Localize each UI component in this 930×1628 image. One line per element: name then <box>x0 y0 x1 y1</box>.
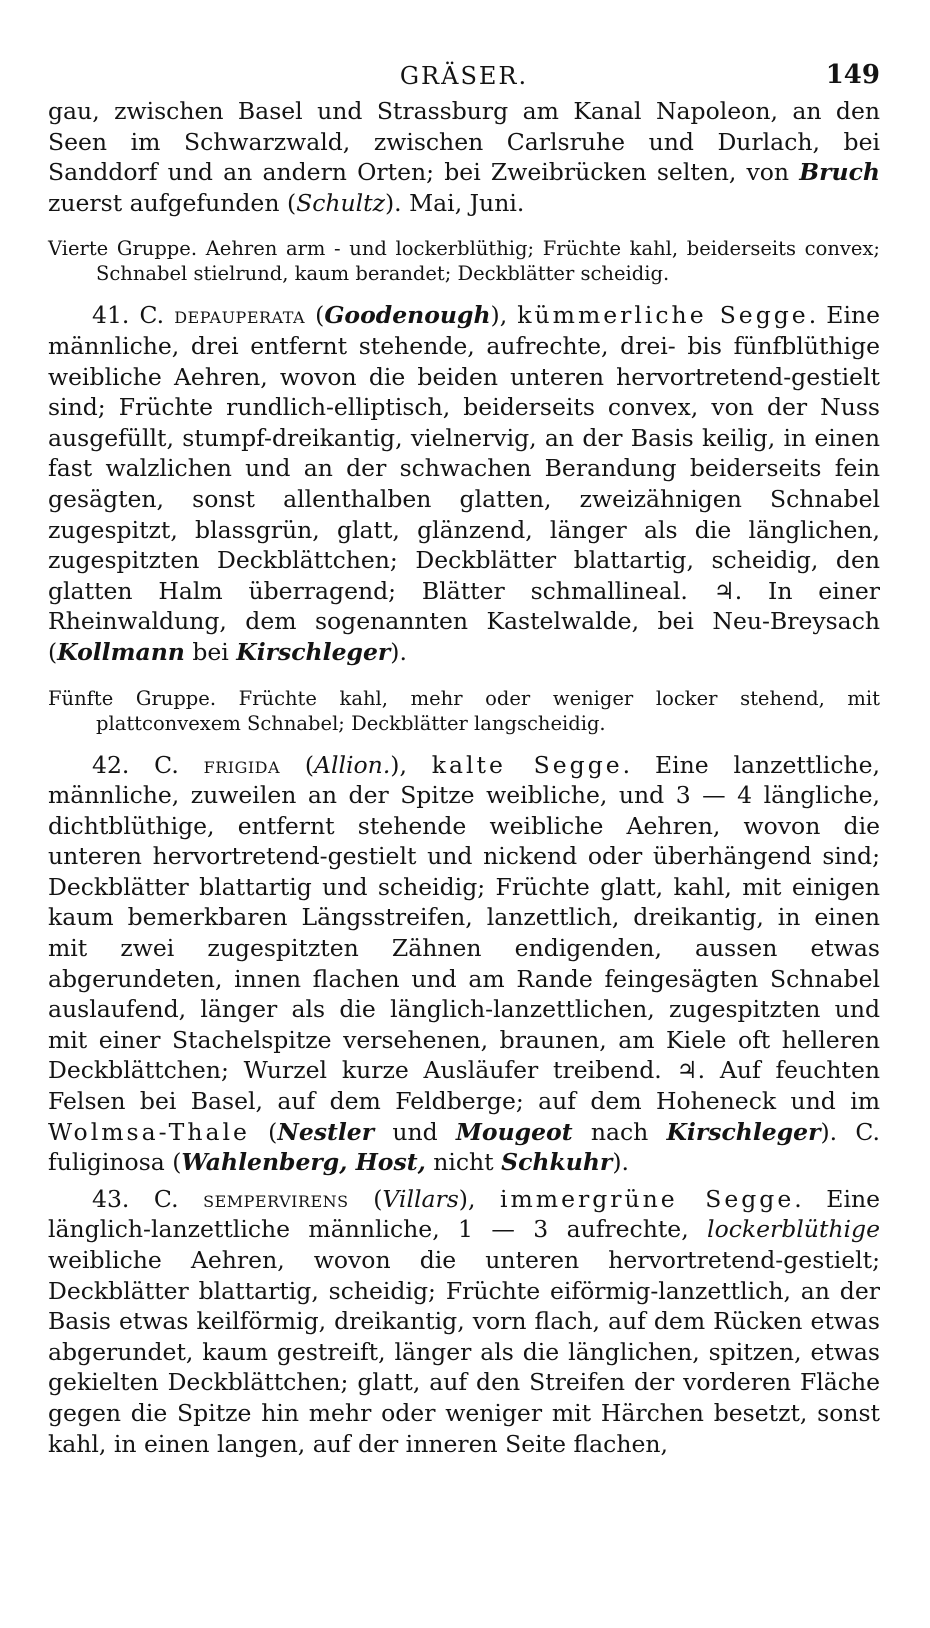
text-run: sempervirens <box>203 1184 349 1213</box>
running-head: GRÄSER. <box>399 62 529 90</box>
page-header <box>48 56 880 96</box>
text-run: 42. C. <box>92 750 204 779</box>
text-run: depauperata <box>174 301 306 330</box>
text-run: ), <box>390 750 432 779</box>
text-run: immergrüne Segge <box>500 1184 795 1213</box>
text-run: . Eine länglich-lanzettliche männliche, 1 — 3 aufrechte, <box>48 1184 880 1244</box>
text-run: Villars <box>382 1184 459 1213</box>
text-run: Bruch <box>799 158 880 187</box>
text-run: Schultz <box>296 188 385 217</box>
text-run: Kirschleger <box>236 637 391 666</box>
text-run: kalte Segge <box>431 750 623 779</box>
text-run: nach <box>572 1117 667 1146</box>
text-run: ( <box>249 1117 278 1146</box>
text-run: 43. C. <box>92 1184 204 1213</box>
text-run: ). <box>612 1148 629 1177</box>
text-run: zuerst aufgefunden ( <box>48 188 297 217</box>
group-heading-fifth <box>48 686 880 736</box>
text-run: ), <box>458 1184 500 1213</box>
text-run: . Eine männliche, drei entfernt stehende, aufrechte, drei- bis fünfblüthige weibliche Aehren, wovon die beiden unteren hervortretend-gestielt sind; Früchte rundlich-elliptisch, beiderseits convex, von der Nuss ausgefüllt, stumpf-dreikantig, vielnervig, an der Basis keilig, in einen fast walzlichen und an der schwachen Berandung beiderseits fein gesägten, sonst allenthalben glatten, zweizähnigen Schnabel zugespitzt, blassgrün, glatt, glänzend, länger als die länglichen, zugespitzten Deckblättchen; Deckblätter blattartig, scheidig, den glatten Halm überragend; Blätter schmallineal. ♃. In einer Rheinwaldung, dem sogenannten Kastelwalde, bei Neu-Breysach ( <box>48 301 881 666</box>
text-run: gau, zwischen Basel und Strassburg am Kanal Napoleon, an den Seen im Schwarzwald, zwischen Carlsruhe und Durlach, bei Sanddorf und an andern Orten; bei Zweibrücken selten, von <box>48 97 880 187</box>
text-run: und <box>374 1117 456 1146</box>
species-42-entry <box>48 750 880 1178</box>
text-run: Schkuhr <box>501 1148 613 1177</box>
text-run: Mougeot <box>455 1117 573 1146</box>
text-run: Nestler <box>277 1117 375 1146</box>
text-run: Kollmann <box>57 637 185 666</box>
text-run: Fünfte Gruppe. Früchte kahl, mehr oder weniger locker stehend, mit plattconvexem Schnabel; Deckblätter langscheidig. <box>48 686 880 735</box>
text-run: Wahlenberg, Host, <box>181 1148 426 1177</box>
species-41-entry <box>48 300 880 667</box>
text-run: ). C. fuliginosa ( <box>48 1117 880 1177</box>
text-run: Allion. <box>314 750 391 779</box>
text-run: frigida <box>203 750 281 779</box>
text-run: ). Mai, Juni. <box>385 188 525 217</box>
text-run: kümmerliche Segge <box>517 301 809 330</box>
page-number: 149 <box>825 60 880 90</box>
page <box>48 56 880 1459</box>
text-run: ( <box>348 1184 383 1213</box>
text-run: 41. C. <box>92 301 175 330</box>
text-run: lockerblüthige <box>707 1215 880 1244</box>
group-heading-fourth <box>48 236 880 286</box>
text-run: Goodenough <box>324 301 491 330</box>
text-run: ( <box>305 301 325 330</box>
text-run: ). <box>390 637 407 666</box>
text-run: Vierte Gruppe. Aehren arm - und lockerblüthig; Früchte kahl, beiderseits convex; Schnabel stielrund, kaum berandet; Deckblätter scheidig. <box>48 237 880 286</box>
text-run: weibliche Aehren, wovon die unteren hervortretend-gestielt; Deckblätter blattartig, scheidig; Früchte eiförmig-lanzettlich, an der Basis etwas keilförmig, dreikantig, vorn flach, auf dem Rücken etwas abgerundet, kaum gestreift, länger als die länglichen, spitzen, etwas gekielten Deckblättchen; glatt, auf den Streifen der vorderen Fläche gegen die Spitze hin mehr oder weniger mit Härchen besetzt, sonst kahl, in einen langen, auf der inneren Seite flachen, <box>48 1246 880 1458</box>
text-run: Wolmsa-Thale <box>48 1117 250 1146</box>
text-run: ), <box>490 301 518 330</box>
text-run: Kirschleger <box>666 1117 821 1146</box>
text-run: . Eine lanzettliche, männliche, zuweilen an der Spitze weibliche, und 3 — 4 längliche, dichtblüthige, entfernt stehende weibliche Aehren, wovon die unteren hervortretend-gestielt und nickend oder überhängend sind; Deckblätter blattartig und scheidig; Früchte glatt, kahl, mit einigen kaum bemerkbaren Längsstreifen, lanzettlich, dreikantig, in einen mit zwei zugespitzten Zähnen endigenden, aussen etwas abgerundeten, innen flachen und am Rande feingesägten Schnabel auslaufend, länger als die länglich-lanzettlichen, zugespitzten und mit einer Stachelspitze versehenen, braunen, am Kiele oft helleren Deckblättchen; Wurzel kurze Ausläufer treibend. ♃. Auf feuchten Felsen bei Basel, auf dem Feldberge; auf dem Hoheneck und im <box>48 750 880 1116</box>
text-run: bei <box>184 637 237 666</box>
intro-paragraph <box>48 96 880 218</box>
text-run: nicht <box>425 1148 502 1177</box>
species-43-entry <box>48 1184 880 1459</box>
text-run: ( <box>280 750 315 779</box>
